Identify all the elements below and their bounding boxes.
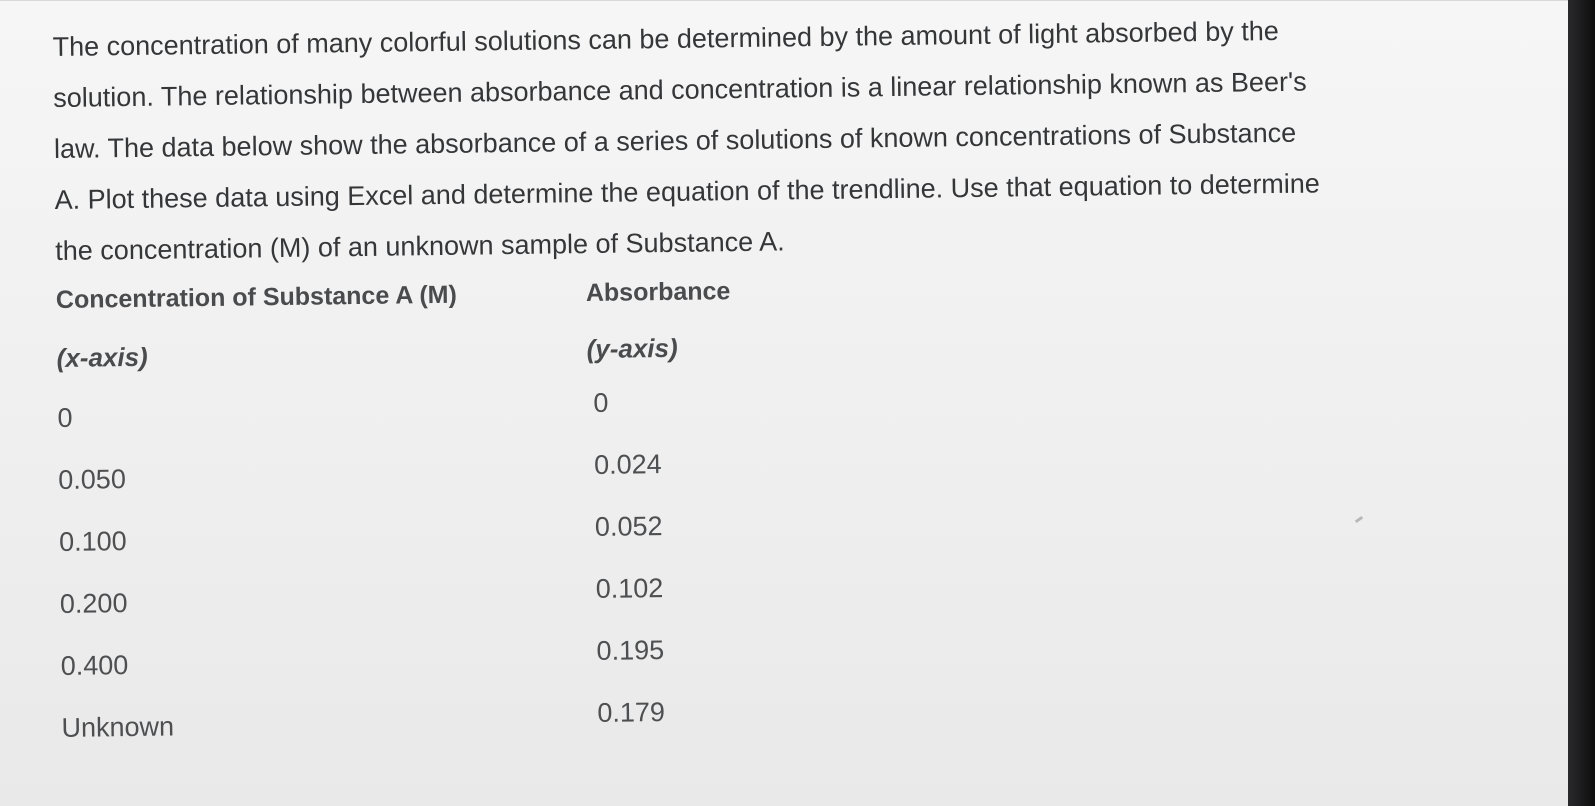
problem-text-line: law. The data below show the absorbance of a series of solutions of known concentrations of Substance (53, 117, 1297, 164)
absorbance-cell: 0.179 (597, 697, 666, 728)
absorbance-cell: 0.024 (593, 449, 662, 480)
problem-text-line: solution. The relationship between absorbance and concentration is a linear relationship known as Beer's (53, 66, 1307, 113)
concentration-axis-label: (x-axis) (56, 341, 148, 373)
problem-text (52, 3, 1495, 277)
concentration-cell: 0.100 (58, 526, 127, 557)
concentration-cell: 0.050 (58, 464, 127, 495)
absorbance-axis-label: (y-axis) (586, 332, 678, 365)
monitor-bezel (1568, 0, 1595, 806)
concentration-cell: 0.400 (60, 650, 129, 681)
concentration-column (57, 398, 174, 771)
problem-text-line: A. Plot these data using Excel and determine the equation of the trendline. Use that equation to determine (54, 168, 1321, 215)
absorbance-cell: 0 (593, 387, 609, 418)
absorbance-cell: 0.052 (594, 511, 663, 542)
concentration-cell: 0.200 (59, 588, 128, 619)
absorbance-cell: 0.102 (595, 573, 664, 604)
absorbance-cell: 0.195 (596, 635, 665, 666)
concentration-column-header: Concentration of Substance A (M) (55, 280, 458, 314)
absorbance-column (593, 384, 665, 757)
problem-text-line: the concentration (M) of an unknown sample of Substance A. (55, 226, 785, 266)
problem-text-line: The concentration of many colorful solutions can be determined by the amount of light absorbed by the (52, 15, 1279, 62)
absorbance-column-header: Absorbance (585, 277, 731, 308)
problem-content (52, 0, 1502, 806)
concentration-cell: Unknown (61, 711, 175, 743)
concentration-cell: 0 (57, 402, 73, 433)
